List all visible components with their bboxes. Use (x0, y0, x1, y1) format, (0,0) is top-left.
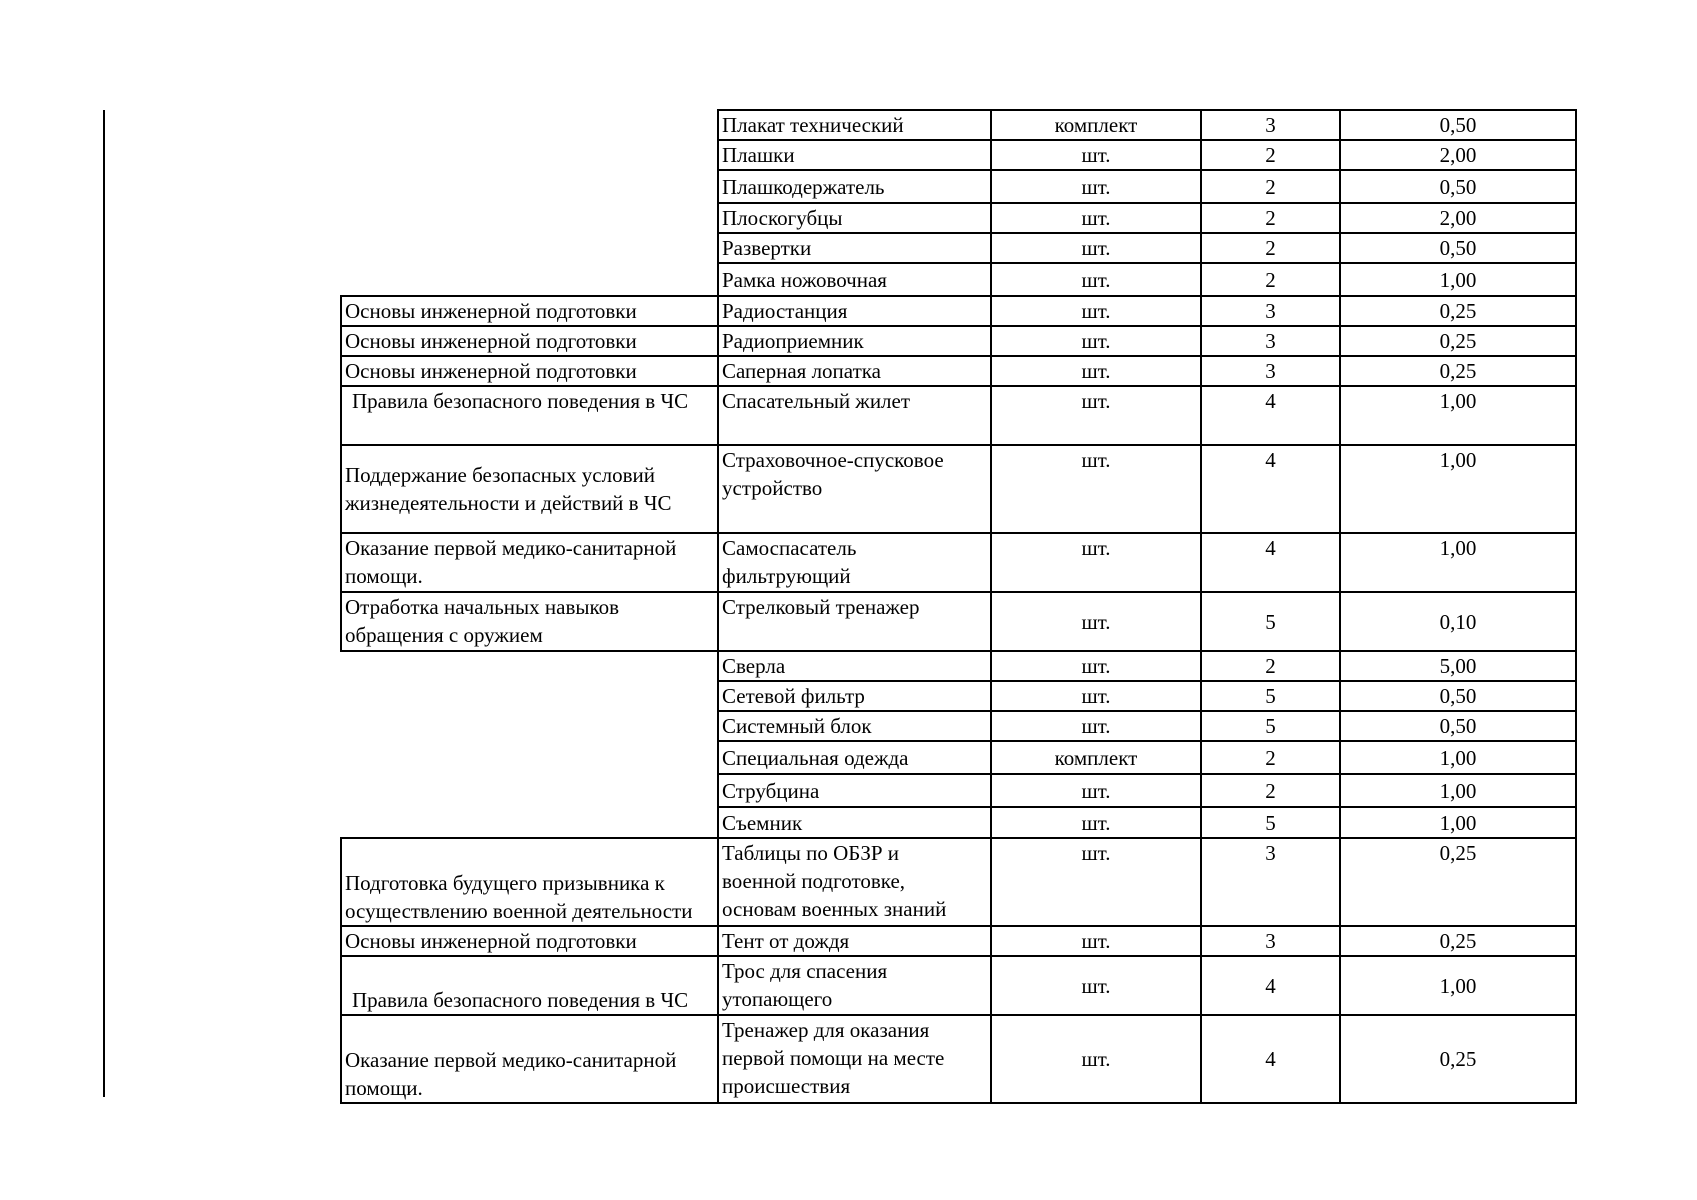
quantity-cell (1201, 838, 1340, 926)
quantity-cell (1201, 233, 1340, 263)
item-name-cell (718, 233, 991, 263)
norm-cell-text: 0,25 (1439, 841, 1477, 865)
item-name-cell (718, 110, 991, 140)
cell-text-line: Основы инженерной подготовки (345, 929, 637, 953)
quantity-cell-text: 2 (1265, 174, 1276, 199)
cell-text-line: Поддержание безопасных условий (345, 463, 655, 487)
cell-text-line: Правила безопасного поведения в ЧС (352, 988, 689, 1012)
cell-text-line: Спасательный жилет (722, 389, 911, 413)
norm-cell (1340, 233, 1576, 263)
norm-cell (1340, 140, 1576, 170)
norm-cell (1340, 296, 1576, 326)
table-row (341, 926, 1576, 956)
norm-cell-text: 0,50 (1439, 714, 1477, 738)
unit-cell (991, 1015, 1201, 1103)
item-name-cell (718, 838, 991, 926)
norm-cell-text: 0,25 (1439, 1047, 1477, 1071)
cell-text-line: Специальная одежда (722, 745, 909, 770)
cell-text-line: устройство (722, 476, 823, 500)
quantity-cell-text: 2 (1265, 236, 1276, 260)
item-name-cell (718, 533, 991, 592)
quantity-cell-text: 3 (1265, 841, 1276, 865)
quantity-cell (1201, 807, 1340, 838)
unit-cell-text: шт. (1081, 143, 1111, 167)
norm-cell-text: 5,00 (1439, 654, 1477, 678)
unit-cell-text: шт. (1081, 1047, 1111, 1071)
quantity-cell (1201, 356, 1340, 386)
cell-text-line: Радиоприемник (722, 329, 864, 353)
norm-cell (1340, 681, 1576, 711)
unit-cell (991, 651, 1201, 681)
cell-text-line: Сверла (722, 654, 786, 678)
quantity-cell (1201, 681, 1340, 711)
equipment-table-body (341, 110, 1576, 1103)
quantity-cell (1201, 110, 1340, 140)
quantity-cell-text: 4 (1265, 448, 1276, 472)
topic-cell (341, 926, 718, 956)
unit-cell (991, 386, 1201, 445)
quantity-cell (1201, 926, 1340, 956)
unit-cell-text: комплект (1054, 113, 1138, 137)
unit-cell (991, 445, 1201, 533)
quantity-cell (1201, 326, 1340, 356)
quantity-cell (1201, 203, 1340, 233)
cell-text-line: помощи. (345, 564, 423, 588)
cell-text-line: помощи. (345, 1076, 423, 1100)
cell-text-line: Правила безопасного поведения в ЧС (352, 389, 689, 413)
unit-cell-text: шт. (1081, 174, 1111, 199)
unit-cell-text: шт. (1081, 267, 1111, 292)
unit-cell (991, 681, 1201, 711)
topic-cell (341, 838, 718, 926)
norm-cell-text: 0,10 (1439, 609, 1477, 634)
item-name-cell (718, 592, 991, 651)
cell-text-line: Плакат технический (722, 113, 904, 137)
norm-cell-text: 0,50 (1439, 113, 1477, 137)
cell-text-line: Плашкодержатель (722, 174, 885, 199)
unit-cell-text: шт. (1081, 359, 1111, 383)
unit-cell-text: шт. (1081, 841, 1111, 865)
unit-cell (991, 140, 1201, 170)
quantity-cell (1201, 533, 1340, 592)
table-row (341, 356, 1576, 386)
norm-cell-text: 0,50 (1439, 174, 1477, 199)
cell-text-line: происшествия (722, 1074, 851, 1098)
cell-text-line: фильтрующий (722, 564, 851, 588)
topic-cell-empty (341, 110, 718, 296)
quantity-cell-text: 4 (1265, 1047, 1276, 1071)
unit-cell (991, 233, 1201, 263)
item-name-cell (718, 386, 991, 445)
cell-text-line: Плашки (722, 143, 795, 167)
norm-cell (1340, 651, 1576, 681)
cell-text-line: обращения с оружием (345, 623, 543, 647)
cell-text-line: утопающего (722, 987, 833, 1011)
table-row (341, 956, 1576, 1015)
quantity-cell-text: 3 (1265, 299, 1276, 323)
norm-cell-text: 2,00 (1439, 143, 1477, 167)
quantity-cell-text: 2 (1265, 654, 1276, 678)
cell-text-line: Саперная лопатка (722, 359, 881, 383)
quantity-cell-text: 5 (1265, 810, 1276, 835)
norm-cell-text: 0,25 (1439, 929, 1477, 953)
norm-cell (1340, 774, 1576, 807)
norm-cell-text: 1,00 (1439, 448, 1477, 472)
topic-cell-empty (341, 651, 718, 838)
norm-cell (1340, 711, 1576, 741)
cell-text-line: Системный блок (722, 714, 872, 738)
cell-text-line: Трос для спасения (722, 959, 888, 983)
norm-cell-text: 0,25 (1439, 329, 1477, 353)
cell-text-line: Оказание первой медико-санитарной (345, 1048, 677, 1072)
topic-cell (341, 533, 718, 592)
unit-cell (991, 926, 1201, 956)
cell-text-line: Основы инженерной подготовки (345, 299, 637, 323)
cell-text-line: Сетевой фильтр (722, 684, 865, 708)
norm-cell-text: 0,50 (1439, 236, 1477, 260)
item-name-cell (718, 170, 991, 203)
quantity-cell-text: 4 (1265, 973, 1276, 998)
quantity-cell-text: 2 (1265, 745, 1276, 770)
unit-cell (991, 741, 1201, 774)
norm-cell-text: 1,00 (1439, 973, 1477, 998)
topic-cell (341, 326, 718, 356)
topic-cell (341, 445, 718, 533)
quantity-cell (1201, 296, 1340, 326)
quantity-cell-text: 4 (1265, 389, 1276, 413)
cell-text-line: Рамка ножовочная (722, 267, 887, 292)
norm-cell (1340, 445, 1576, 533)
unit-cell (991, 774, 1201, 807)
item-name-cell (718, 681, 991, 711)
unit-cell (991, 170, 1201, 203)
norm-cell-text: 1,00 (1439, 778, 1477, 803)
norm-cell (1340, 263, 1576, 296)
unit-cell-text: шт. (1081, 778, 1111, 803)
cell-text-line: Струбцина (722, 778, 820, 803)
quantity-cell (1201, 386, 1340, 445)
item-name-cell (718, 263, 991, 296)
table-row (341, 1015, 1576, 1103)
cell-text-line: Оказание первой медико-санитарной (345, 536, 677, 560)
unit-cell-text: шт. (1081, 299, 1111, 323)
norm-cell-text: 1,00 (1439, 389, 1477, 413)
item-name-cell (718, 711, 991, 741)
norm-cell (1340, 203, 1576, 233)
quantity-cell-text: 5 (1265, 609, 1276, 634)
unit-cell (991, 956, 1201, 1015)
norm-cell-text: 1,00 (1439, 536, 1477, 560)
cell-text-line: основам военных знаний (722, 897, 947, 921)
cell-text-line: Радиостанция (722, 299, 848, 323)
cell-text-line: Самоспасатель (722, 536, 857, 560)
norm-cell-text: 0,25 (1439, 359, 1477, 383)
norm-cell-text: 1,00 (1439, 745, 1477, 770)
unit-cell-text: шт. (1081, 714, 1111, 738)
unit-cell-text: шт. (1081, 536, 1111, 560)
norm-cell (1340, 170, 1576, 203)
table-row (341, 445, 1576, 533)
unit-cell-text: шт. (1081, 448, 1111, 472)
quantity-cell-text: 3 (1265, 359, 1276, 383)
cell-text-line: жизнедеятельности и действий в ЧС (345, 491, 672, 515)
cell-text-line: Тент от дождя (722, 929, 850, 953)
quantity-cell (1201, 774, 1340, 807)
table-row (341, 838, 1576, 926)
quantity-cell-text: 2 (1265, 206, 1276, 230)
unit-cell (991, 711, 1201, 741)
unit-cell-text: шт. (1081, 389, 1111, 413)
unit-cell-text: шт. (1081, 206, 1111, 230)
norm-cell-text: 0,50 (1439, 684, 1477, 708)
topic-cell (341, 956, 718, 1015)
unit-cell-text: шт. (1081, 329, 1111, 353)
equipment-table (340, 109, 1577, 1104)
quantity-cell-text: 5 (1265, 714, 1276, 738)
norm-cell (1340, 386, 1576, 445)
topic-cell (341, 386, 718, 445)
item-name-cell (718, 296, 991, 326)
cell-text-line: Таблицы по ОБЗР и (722, 841, 900, 865)
norm-cell (1340, 956, 1576, 1015)
topic-cell (341, 296, 718, 326)
norm-cell (1340, 1015, 1576, 1103)
table-row (341, 533, 1576, 592)
quantity-cell-text: 3 (1265, 113, 1276, 137)
unit-cell-text: шт. (1081, 609, 1111, 634)
unit-cell (991, 592, 1201, 651)
unit-cell-text: шт. (1081, 684, 1111, 708)
item-name-cell (718, 356, 991, 386)
quantity-cell-text: 3 (1265, 929, 1276, 953)
quantity-cell (1201, 445, 1340, 533)
cell-text-line: Отработка начальных навыков (345, 595, 620, 619)
norm-cell-text: 1,00 (1439, 267, 1477, 292)
cell-text-line: Тренажер для оказания (722, 1018, 930, 1042)
cell-text-line: Страховочное-спусковое (722, 448, 944, 472)
cell-text-line: Развертки (722, 236, 812, 260)
quantity-cell (1201, 1015, 1340, 1103)
quantity-cell (1201, 140, 1340, 170)
norm-cell (1340, 110, 1576, 140)
norm-cell (1340, 838, 1576, 926)
item-name-cell (718, 326, 991, 356)
cell-text-line: Стрелковый тренажер (722, 595, 920, 619)
table-row (341, 651, 1576, 681)
norm-cell-text: 1,00 (1439, 810, 1477, 835)
unit-cell (991, 533, 1201, 592)
unit-cell-text: шт. (1081, 973, 1111, 998)
unit-cell (991, 110, 1201, 140)
cell-text-line: Плоскогубцы (722, 206, 843, 230)
table-row (341, 110, 1576, 140)
quantity-cell-text: 2 (1265, 143, 1276, 167)
quantity-cell-text: 3 (1265, 329, 1276, 353)
unit-cell-text: шт. (1081, 810, 1111, 835)
quantity-cell-text: 2 (1265, 267, 1276, 292)
topic-cell (341, 356, 718, 386)
unit-cell (991, 296, 1201, 326)
cell-text-line: Основы инженерной подготовки (345, 359, 637, 383)
norm-cell (1340, 807, 1576, 838)
left-margin-rule (103, 110, 105, 1097)
unit-cell (991, 263, 1201, 296)
cell-text-line: военной подготовке, (722, 869, 906, 893)
topic-cell (341, 1015, 718, 1103)
quantity-cell (1201, 741, 1340, 774)
unit-cell-text: шт. (1081, 236, 1111, 260)
cell-text-line: осуществлению военной деятельности (345, 899, 693, 923)
norm-cell (1340, 741, 1576, 774)
unit-cell (991, 838, 1201, 926)
table-row (341, 386, 1576, 445)
norm-cell-text: 2,00 (1439, 206, 1477, 230)
quantity-cell (1201, 956, 1340, 1015)
topic-cell (341, 592, 718, 651)
unit-cell (991, 807, 1201, 838)
quantity-cell-text: 2 (1265, 778, 1276, 803)
norm-cell (1340, 533, 1576, 592)
table-row (341, 592, 1576, 651)
item-name-cell (718, 140, 991, 170)
norm-cell (1340, 356, 1576, 386)
quantity-cell (1201, 711, 1340, 741)
norm-cell (1340, 926, 1576, 956)
item-name-cell (718, 807, 991, 838)
item-name-cell (718, 741, 991, 774)
unit-cell (991, 326, 1201, 356)
unit-cell-text: шт. (1081, 929, 1111, 953)
item-name-cell (718, 203, 991, 233)
item-name-cell (718, 774, 991, 807)
unit-cell-text: шт. (1081, 654, 1111, 678)
item-name-cell (718, 926, 991, 956)
item-name-cell (718, 445, 991, 533)
table-row (341, 296, 1576, 326)
quantity-cell (1201, 170, 1340, 203)
quantity-cell-text: 5 (1265, 684, 1276, 708)
quantity-cell (1201, 651, 1340, 681)
quantity-cell (1201, 592, 1340, 651)
unit-cell (991, 203, 1201, 233)
unit-cell-text: комплект (1054, 745, 1138, 770)
cell-text-line: Основы инженерной подготовки (345, 329, 637, 353)
norm-cell-text: 0,25 (1439, 299, 1477, 323)
cell-text-line: Съемник (722, 810, 803, 835)
item-name-cell (718, 1015, 991, 1103)
table-row (341, 326, 1576, 356)
cell-text-line: первой помощи на месте (722, 1046, 945, 1070)
norm-cell (1340, 326, 1576, 356)
cell-text-line: Подготовка будущего призывника к (345, 871, 665, 895)
unit-cell (991, 356, 1201, 386)
quantity-cell-text: 4 (1265, 536, 1276, 560)
norm-cell (1340, 592, 1576, 651)
item-name-cell (718, 651, 991, 681)
item-name-cell (718, 956, 991, 1015)
quantity-cell (1201, 263, 1340, 296)
